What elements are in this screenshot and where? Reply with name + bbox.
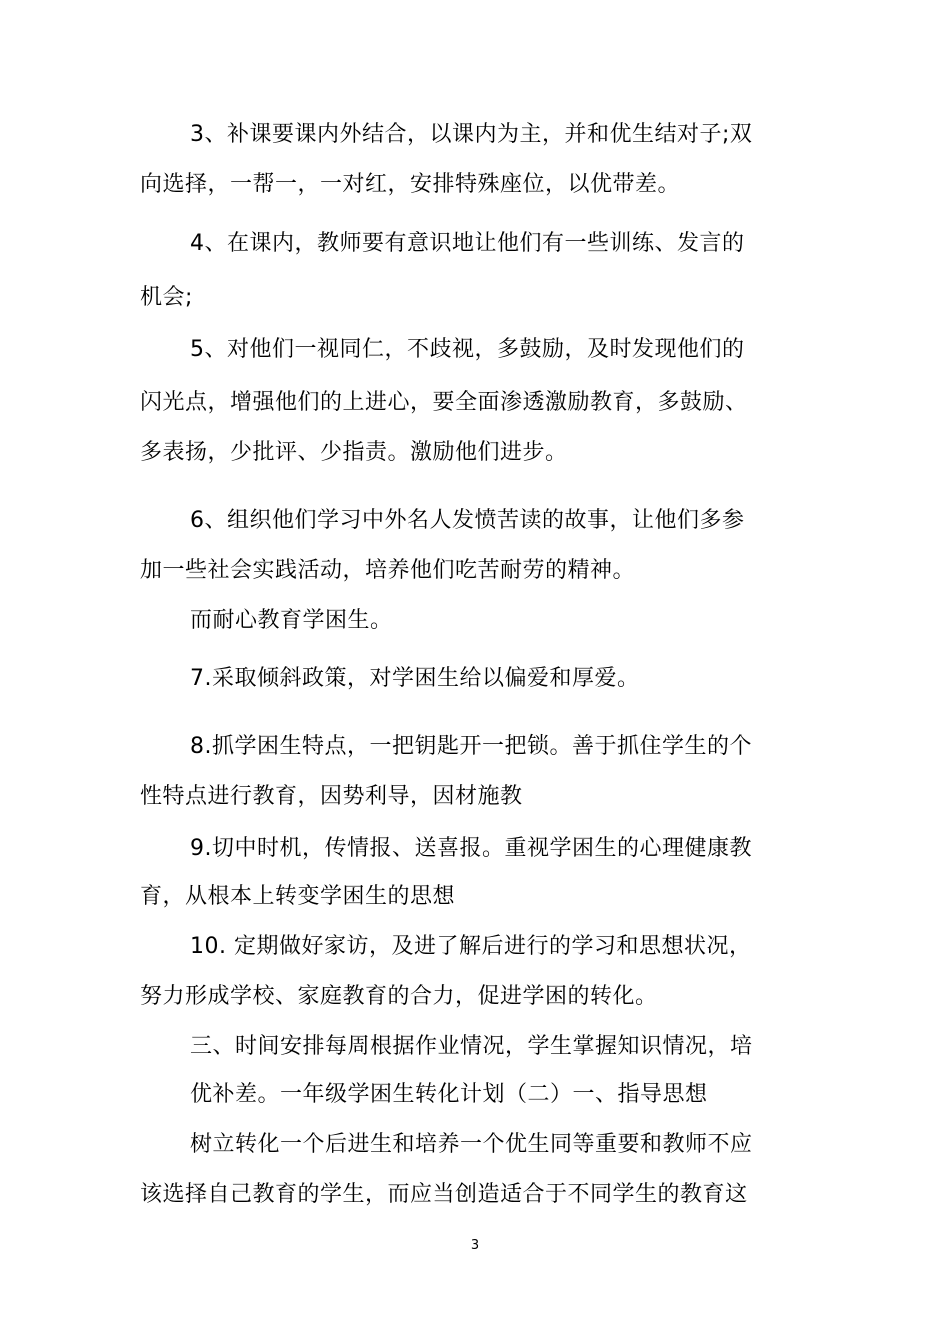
paragraph-5-line-1: 5、对他们一视同仁，不歧视，多鼓励，及时发现他们的: [190, 337, 745, 362]
paragraph-8-line-1: 8.抓学困生特点，一把钥匙开一把锁。善于抓住学生的个: [190, 734, 752, 759]
paragraph-3-line-2: 向选择，一帮一，一对红，安排特殊座位，以优带差。: [140, 172, 681, 197]
paragraph-6-line-1: 6、组织他们学习中外名人发愤苦读的故事，让他们多参: [190, 508, 745, 533]
paragraph-4-line-2: 机会;: [140, 285, 193, 310]
paragraph-4-line-1: 4、在课内，教师要有意识地让他们有一些训练、发言的: [190, 231, 745, 256]
paragraph-7-line-1: 7.采取倾斜政策，对学困生给以偏爱和厚爱。: [190, 666, 640, 691]
section-3-line-2: 优补差。一年级学困生转化计划（二）一、指导思想: [190, 1082, 708, 1107]
paragraph-8-line-2: 性特点进行教育，因势利导，因材施教: [140, 784, 523, 809]
paragraph-10-line-1: 10. 定期做好家访，及进了解后进行的学习和思想状况，: [190, 934, 752, 959]
paragraph-9-line-2: 育，从根本上转变学困生的思想: [140, 884, 456, 909]
paragraph-6-line-2: 加一些社会实践活动，培养他们吃苦耐劳的精神。: [140, 558, 636, 583]
paragraph-9-line-1: 9.切中时机，传情报、送喜报。重视学困生的心理健康教: [190, 836, 752, 861]
paragraph-10-line-2: 努力形成学校、家庭教育的合力，促进学困的转化。: [140, 984, 658, 1009]
section-3-line-1: 三、时间安排每周根据作业情况，学生掌握知识情况，培: [190, 1034, 753, 1059]
page-number: 3: [470, 1238, 480, 1253]
paragraph-5-line-3: 多表扬，少批评、少指责。激励他们进步。: [140, 440, 568, 465]
paragraph-3-line-1: 3、补课要课内外结合，以课内为主，并和优生结对子;双: [190, 122, 753, 147]
paragraph-5-line-2: 闪光点，增强他们的上进心，要全面渗透激励教育，多鼓励、: [140, 390, 748, 415]
paragraph-6-line-3: 而耐心教育学困生。: [190, 608, 393, 633]
guiding-thought-line-2: 该选择自己教育的学生，而应当创造适合于不同学生的教育这: [140, 1182, 748, 1207]
guiding-thought-line-1: 树立转化一个后进生和培养一个优生同等重要和教师不应: [190, 1132, 753, 1157]
